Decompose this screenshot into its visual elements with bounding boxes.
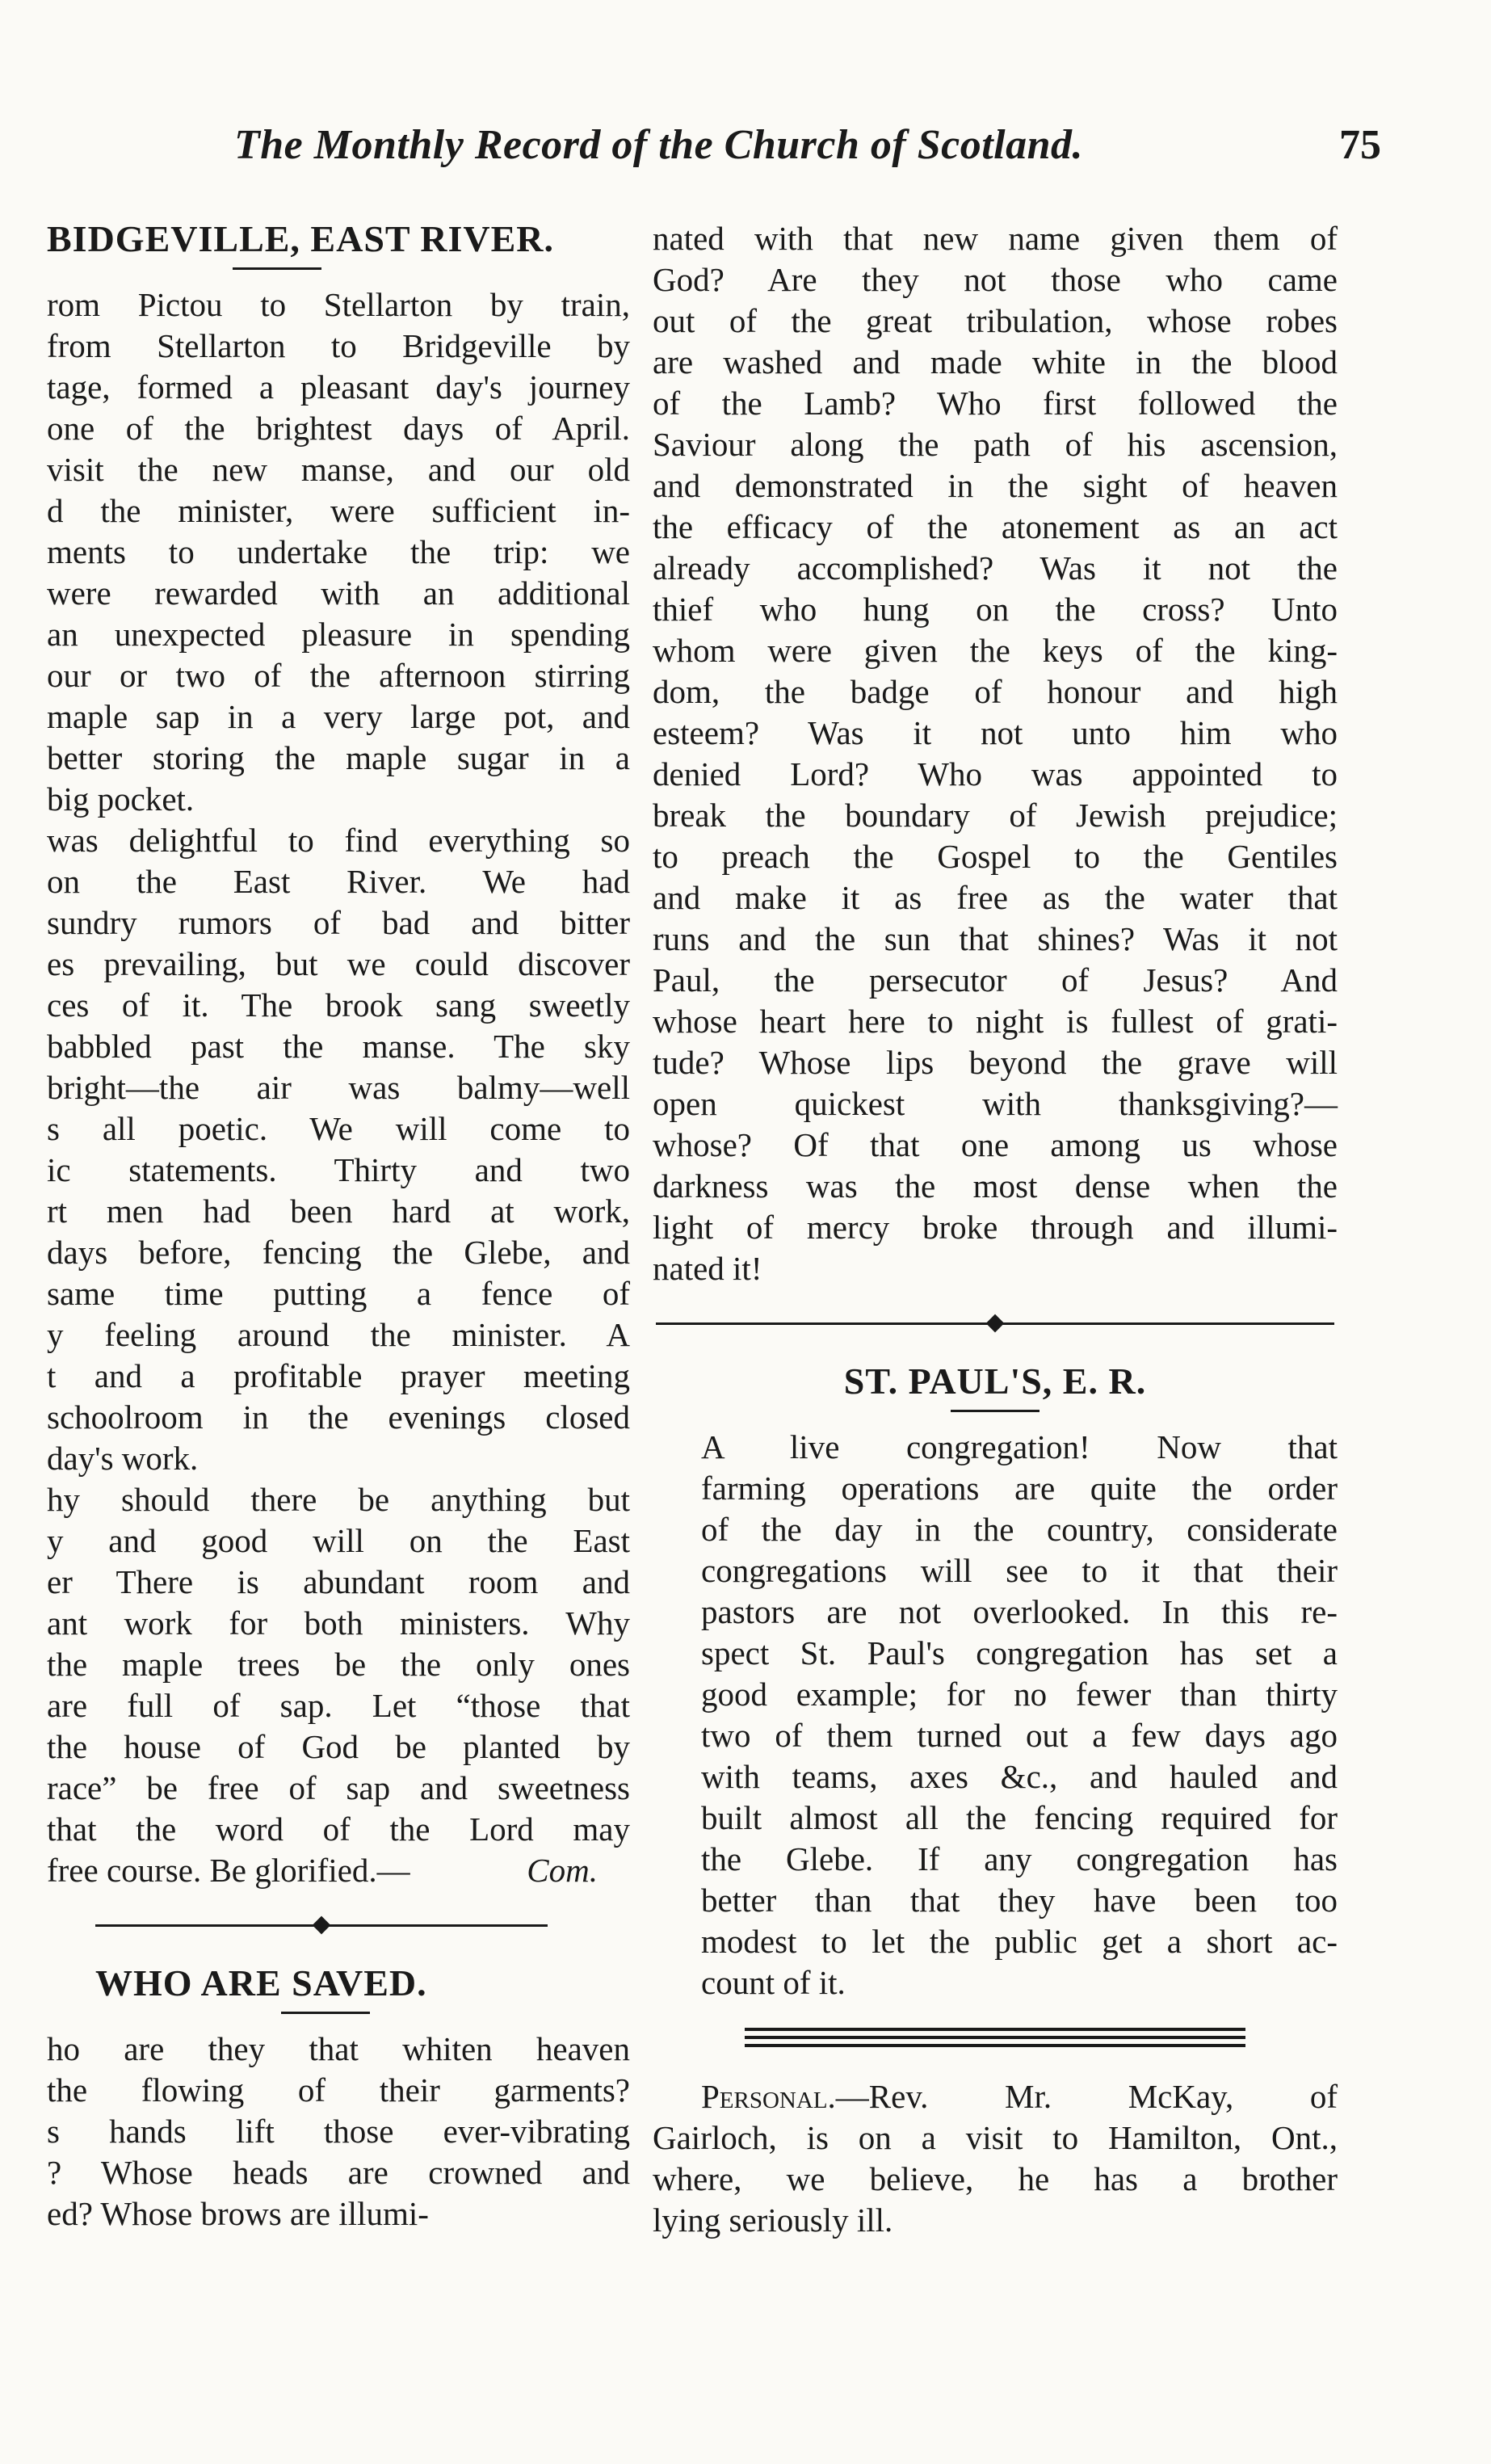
text-line: already accomplished? Was it not the: [653, 549, 1338, 587]
text-line: better than that they have been too: [701, 1882, 1338, 1919]
text-line: ic statements. Thirty and two: [47, 1151, 630, 1188]
text-line: God? Are they not those who came: [653, 261, 1338, 298]
text-line: denied Lord? Who was appointed to: [653, 755, 1338, 793]
section-title-st-pauls: ST. PAUL'S, E. R.: [843, 1360, 1147, 1402]
text-line: y feeling around the minister. A: [47, 1316, 630, 1353]
signature: Com.: [527, 1852, 598, 1889]
text-line: two of them turned out a few days ago: [701, 1717, 1338, 1754]
section-title-who-are-saved: WHO ARE SAVED.: [95, 1962, 427, 2004]
text-line: darkness was the most dense when the: [653, 1167, 1338, 1205]
text-line: er There is abundant room and: [47, 1563, 630, 1600]
text-line: built almost all the fencing required for: [701, 1799, 1338, 1836]
text-line: modest to let the public get a short ac-: [701, 1923, 1338, 1960]
text-line: ces of it. The brook sang sweetly: [47, 986, 630, 1024]
text-line: bright—the air was balmy—well: [47, 1069, 630, 1106]
text-line: spect St. Paul's congregation has set a: [701, 1634, 1338, 1671]
text-line: sundry rumors of bad and bitter: [47, 904, 630, 941]
text-line: ant work for both ministers. Why: [47, 1604, 630, 1642]
text-line: better storing the maple sugar in a: [47, 739, 630, 776]
personal-first-line: [653, 2076, 1338, 2117]
text-line: count of it.: [701, 1964, 846, 2001]
right-column: [653, 218, 1338, 2241]
text-line: rom Pictou to Stellarton by train,: [47, 286, 630, 323]
text-line: to preach the Gospel to the Gentiles: [653, 838, 1338, 875]
text-line: race” be free of sap and sweetness: [47, 1769, 630, 1806]
paragraph-personal: [653, 2076, 1338, 2241]
text-line: are washed and made white in the blood: [653, 343, 1338, 381]
text-line: y and good will on the East: [47, 1522, 630, 1559]
text-line: Saviour along the path of his ascension,: [653, 426, 1338, 463]
text-line: schoolroom in the evenings closed: [47, 1398, 630, 1436]
left-column: [47, 218, 630, 2235]
text-line: tage, formed a pleasant day's journey: [47, 368, 630, 406]
personal-line: where, we believe, he has a brother: [653, 2160, 1338, 2197]
text-line: nated it!: [653, 1250, 762, 1287]
triple-rule-divider: [745, 2028, 1245, 2047]
text-line: good example; for no fewer than thirty: [701, 1676, 1338, 1713]
text-line: days before, fencing the Glebe, and: [47, 1234, 630, 1271]
personal-label: Personal.: [701, 2078, 836, 2115]
text-line: of the day in the country, considerate: [701, 1511, 1338, 1548]
text-line: of the Lamb? Who first followed the: [653, 385, 1338, 422]
text-line: open quickest with thanksgiving?—: [653, 1085, 1338, 1122]
running-title: The Monthly Record of the Church of Scotland.: [234, 122, 1084, 168]
text-line: the efficacy of the atonement as an act: [653, 508, 1338, 545]
text-line: that the word of the Lord may: [47, 1810, 630, 1848]
text-line: whose heart here to night is fullest of grati-: [653, 1003, 1338, 1040]
text-line: congregations will see to it that their: [701, 1552, 1338, 1589]
short-rule: [281, 2012, 370, 2014]
text-line: the Glebe. If any congregation has: [701, 1840, 1338, 1877]
personal-line-0: —Rev. Mr. McKay, of: [835, 2078, 1338, 2115]
text-line: visit the new manse, and our old: [47, 451, 630, 488]
text-line: thief who hung on the cross? Unto: [653, 591, 1338, 628]
text-line: the flowing of their garments?: [47, 2071, 630, 2109]
divider-diamond: [313, 1916, 331, 1935]
short-rule: [951, 1410, 1040, 1412]
text-line: runs and the sun that shines? Was it not: [653, 920, 1338, 957]
text-line: our or two of the afternoon stirring: [47, 657, 630, 694]
paragraph-who-are-saved: [47, 2029, 630, 2235]
text-line: with teams, axes &c., and hauled and: [701, 1758, 1338, 1795]
text-line: A live congregation! Now that: [701, 1428, 1338, 1465]
text-line: d the minister, were sufficient in-: [47, 492, 630, 529]
text-line: light of mercy broke through and illumi-: [653, 1209, 1338, 1246]
text-line: were rewarded with an additional: [47, 574, 630, 612]
text-line: break the boundary of Jewish prejudice;: [653, 797, 1338, 834]
section-title-bridgeville: BIDGEVILLE, EAST RIVER.: [47, 218, 555, 259]
paragraph-bridgeville-2: [47, 820, 630, 1479]
text-line: one of the brightest days of April.: [47, 410, 630, 447]
divider-diamond: [986, 1314, 1005, 1333]
text-line: the house of God be planted by: [47, 1728, 630, 1765]
text-line: ? Whose heads are crowned and: [47, 2154, 630, 2191]
text-line: big pocket.: [47, 780, 195, 818]
text-line: s all poetic. We will come to: [47, 1110, 630, 1147]
ornamental-divider: [656, 1314, 1334, 1333]
text-line: Paul, the persecutor of Jesus? And: [653, 961, 1338, 999]
text-line: out of the great tribulation, whose robes: [653, 302, 1338, 339]
personal-line: Gairloch, is on a visit to Hamilton, Ont.,: [653, 2119, 1338, 2156]
text-line: es prevailing, but we could discover: [47, 945, 630, 982]
text-line: pastors are not overlooked. In this re-: [701, 1593, 1338, 1630]
text-line: esteem? Was it not unto him who: [653, 714, 1338, 751]
text-line: and make it as free as the water that: [653, 879, 1338, 916]
text-line: maple sap in a very large pot, and: [47, 698, 630, 735]
text-line: ed? Whose brows are illumi-: [47, 2195, 429, 2232]
personal-line: lying seriously ill.: [653, 2201, 893, 2239]
text-line: rt men had been hard at work,: [47, 1192, 630, 1230]
text-line: hy should there be anything but: [47, 1481, 630, 1518]
text-line: ho are they that whiten heaven: [47, 2030, 630, 2067]
text-line: same time putting a fence of: [47, 1275, 630, 1312]
paragraph-who-are-saved-continued: [653, 218, 1338, 1289]
text-line: free course. Be glorified.—: [47, 1852, 410, 1889]
text-line: on the East River. We had: [47, 863, 630, 900]
text-line: farming operations are quite the order: [701, 1470, 1338, 1507]
text-line: from Stellarton to Bridgeville by: [47, 327, 630, 364]
running-header: [97, 121, 1381, 186]
text-line: whom were given the keys of the king-: [653, 632, 1338, 669]
text-line: an unexpected pleasure in spending: [47, 616, 630, 653]
text-line: dom, the badge of honour and high: [653, 673, 1338, 710]
text-line: tude? Whose lips beyond the grave will: [653, 1044, 1338, 1081]
text-line: t and a profitable prayer meeting: [47, 1357, 630, 1394]
text-line: was delightful to find everything so: [47, 822, 630, 859]
text-line: s hands lift those ever-vibrating: [47, 2113, 630, 2150]
text-line: are full of sap. Let “those that: [47, 1687, 630, 1724]
text-line: the maple trees be the only ones: [47, 1646, 630, 1683]
page-number: 75: [1339, 122, 1381, 168]
text-line: whose? Of that one among us whose: [653, 1126, 1338, 1163]
paragraph-bridgeville-1: [47, 284, 630, 820]
text-line: ments to undertake the trip: we: [47, 533, 630, 570]
text-line: babbled past the manse. The sky: [47, 1028, 630, 1065]
ornamental-divider: [95, 1915, 548, 1935]
paragraph-st-pauls: [653, 1427, 1338, 2004]
text-line: and demonstrated in the sight of heaven: [653, 467, 1338, 504]
short-rule: [233, 267, 321, 270]
text-line: nated with that new name given them of: [653, 220, 1338, 257]
paragraph-bridgeville-3: [47, 1479, 630, 1891]
text-line: day's work.: [47, 1440, 199, 1477]
